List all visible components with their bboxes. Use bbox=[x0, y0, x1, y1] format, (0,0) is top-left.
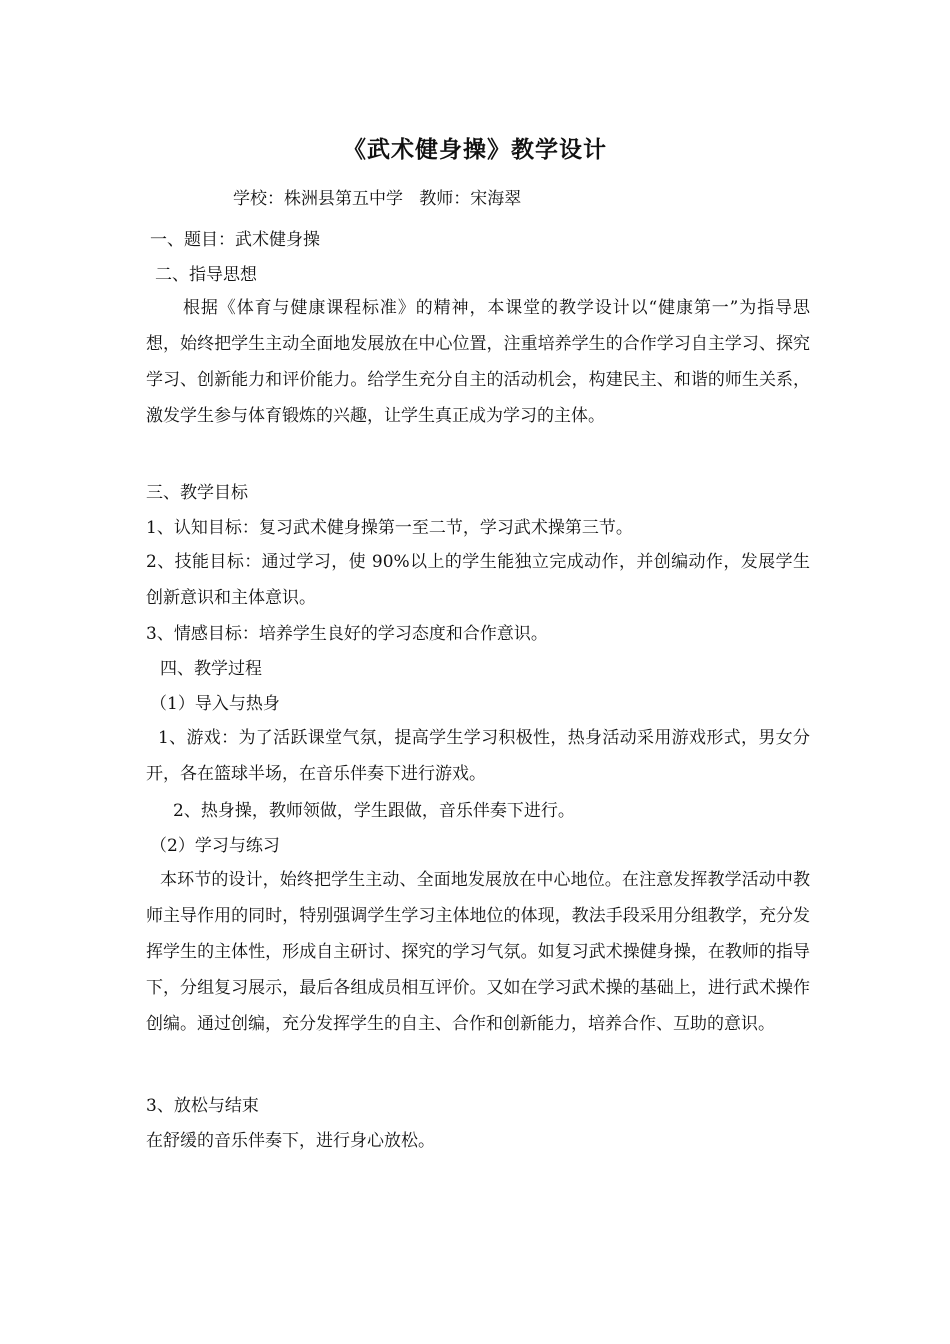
section-teaching-goals: 三、教学目标 bbox=[146, 483, 248, 503]
process-game-item: 1、游戏：为了活跃课堂气氛，提高学生学习积极性，热身活动采用游戏形式，男女分开，各在篮球半场，在音乐伴奏下进行游戏。 bbox=[146, 728, 810, 784]
process-relax-title: 3、放松与结束 bbox=[146, 1096, 259, 1116]
goal-affective: 3、情感目标：培养学生良好的学习态度和合作意识。 bbox=[146, 624, 548, 644]
goal-skill: 2、技能目标：通过学习，使 90%以上的学生能独立完成动作，并创编动作，发展学生创新意识和主体意识。 bbox=[146, 552, 810, 608]
process-warmup-exercise-item: 2、热身操，教师领做，学生跟做，音乐伴奏下进行。 bbox=[173, 801, 575, 821]
document-title: 《武术健身操》教学设计 bbox=[343, 136, 607, 163]
learning-practice-paragraph: 本环节的设计，始终把学生主动、全面地发展放在中心地位。在注意发挥教学活动中教师主导作用的同时，特别强调学生学习主体地位的体现，教法手段采用分组教学，充分发挥学生的主体性，形成自主研讨、探究的学习气氛。如复习武术操健身操，在教师的指导下，分组复习展示，最后各组成员相互评价。又如在学习武术操的基础上，进行武术操作创编。通过创编，充分发挥学生的自主、合作和创新能力，培养合作、互助的意识。 bbox=[146, 870, 810, 1034]
section-guiding-thought: 二、指导思想 bbox=[155, 265, 257, 285]
process-relax-text: 在舒缓的音乐伴奏下，进行身心放松。 bbox=[146, 1131, 435, 1151]
process-learning-practice-title: （2）学习与练习 bbox=[150, 836, 280, 856]
section-topic: 一、题目：武术健身操 bbox=[150, 230, 320, 250]
goal-cognitive: 1、认知目标：复习武术健身操第一至二节，学习武术操第三节。 bbox=[146, 518, 633, 538]
section-teaching-process: 四、教学过程 bbox=[160, 659, 262, 679]
guiding-thought-paragraph: 根据《体育与健康课程标准》的精神，本课堂的教学设计以“健康第一”为指导思想，始终把学生主动全面地发展放在中心位置，注重培养学生的合作学习自主学习、探究学习、创新能力和评价能力。给学生充分自主的活动机会，构建民主、和谐的师生关系，激发学生参与体育锻炼的兴趣，让学生真正成为学习的主体。 bbox=[146, 298, 810, 426]
process-intro-warmup-title: （1）导入与热身 bbox=[150, 694, 280, 714]
author-line: 学校：株洲县第五中学 教师：宋海翠 bbox=[233, 189, 522, 209]
